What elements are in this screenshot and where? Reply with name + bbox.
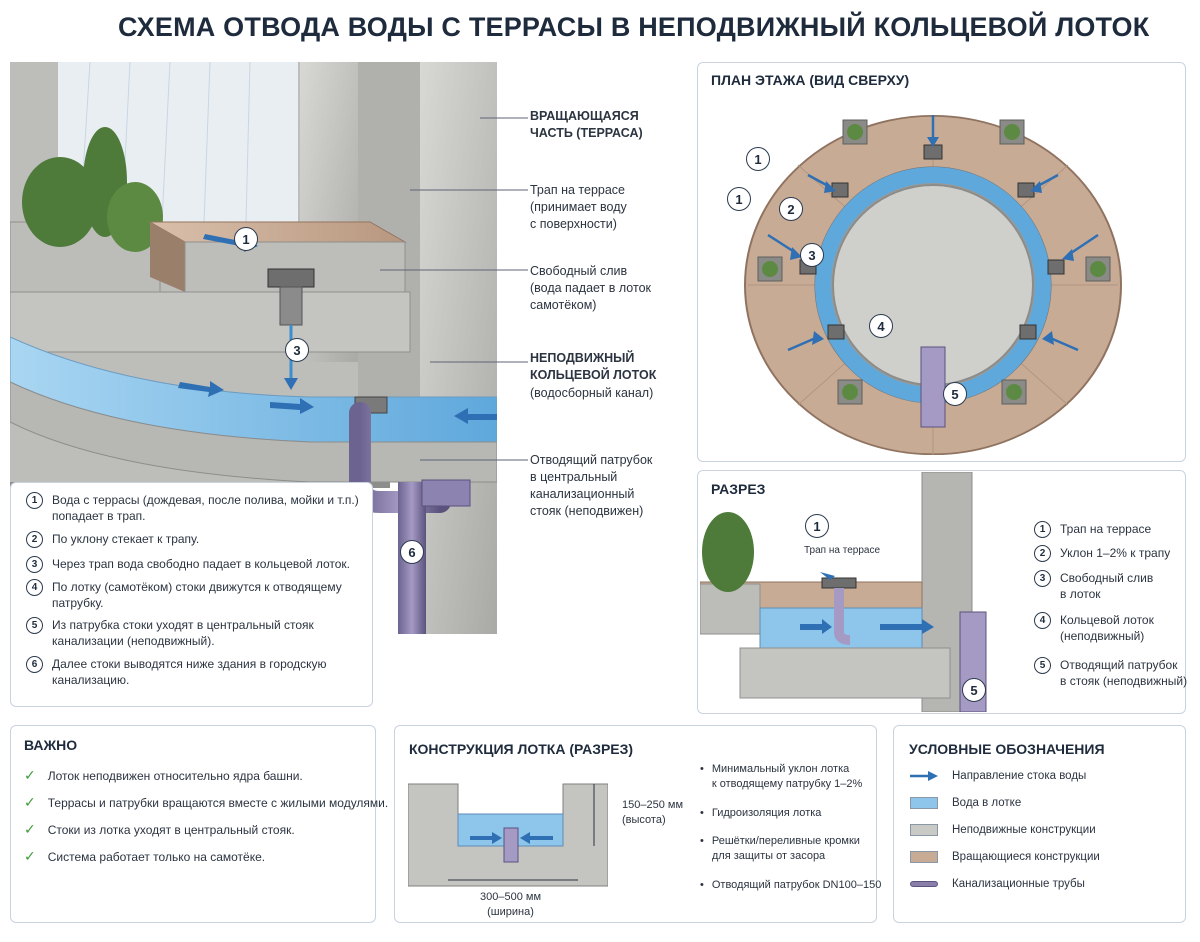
label-ring-tray-sub: (водосборный канал) — [530, 386, 654, 400]
marker-6-main: 6 — [400, 540, 424, 564]
step-text: Из патрубка стоки уходят в центральный стояк канализации (неподвижный). — [52, 618, 314, 648]
section-item-4 — [1034, 612, 1154, 644]
important-item-2 — [24, 794, 388, 811]
legend-label: Неподвижные конструкции — [952, 824, 1096, 836]
section-item-5 — [1034, 657, 1187, 689]
label-rotating-part: ВРАЩАЮЩАЯСЯ ЧАСТЬ (ТЕРРАСА) — [530, 109, 643, 140]
legend-item-pipes — [910, 878, 1085, 890]
tray-height-label: 150–250 мм (высота) — [622, 799, 684, 826]
plan-marker-2: 2 — [779, 197, 803, 221]
drain-grate — [268, 269, 314, 287]
important-text: Лоток неподвижен относительно ядра башни. — [47, 768, 303, 783]
step-text: Далее стоки выводятся ниже здания в городскую канализацию. — [52, 657, 327, 687]
bullet-dot: • — [700, 879, 704, 891]
bullet-text: Минимальный уклон лотка к отводящему патрубку 1–2% — [711, 763, 863, 790]
legend-item-static — [910, 824, 1096, 836]
plan-marker-3: 3 — [800, 243, 824, 267]
legend-label: Направление стока воды — [952, 770, 1087, 782]
legend-item-arrow — [910, 770, 1086, 782]
tray-title: КОНСТРУКЦИЯ ЛОТКА (РАЗРЕЗ) — [409, 741, 634, 757]
check-icon: ✓ — [24, 767, 36, 783]
section-marker-1: 1 — [805, 514, 829, 538]
bullet-dot: • — [700, 807, 704, 819]
page-title: СХЕМА ОТВОДА ВОДЫ С ТЕРРАСЫ В НЕПОДВИЖНЫЙ КОЛЬЦЕВОЙ ЛОТОК — [118, 12, 1150, 42]
arrow-icon — [910, 770, 938, 782]
legend-label: Вода в лотке — [952, 797, 1022, 809]
section-drain-caption: Трап на террасе — [804, 545, 881, 556]
item-text: Отводящий патрубок в стояк (неподвижный) — [1060, 658, 1188, 688]
leader-lines — [380, 100, 530, 480]
item-text: Трап на террасе — [1060, 522, 1152, 536]
item-number: 1 — [1034, 521, 1051, 538]
section-title: РАЗРЕЗ — [711, 481, 766, 497]
step-6 — [26, 656, 361, 688]
section-marker-5: 5 — [962, 678, 986, 702]
legend-item-water — [910, 797, 1021, 809]
tray-bullet-1 — [700, 762, 862, 792]
label-ring-tray-title: НЕПОДВИЖНЫЙ КОЛЬЦЕВОЙ ЛОТОК — [530, 351, 657, 382]
outlet-plan — [921, 347, 945, 427]
label-outlet: Отводящий патрубок в центральный канализационный стояк (неподвижен) — [530, 453, 653, 518]
water-swatch — [910, 797, 938, 809]
check-icon: ✓ — [24, 794, 36, 810]
section-item-1 — [1034, 521, 1151, 538]
tray-bullet-2 — [700, 806, 821, 821]
important-item-1 — [24, 767, 303, 784]
plan-marker-1b: 1 — [727, 187, 751, 211]
step-text: По уклону стекает к трапу. — [52, 532, 200, 546]
bullet-dot: • — [700, 763, 704, 775]
legend-title: УСЛОВНЫЕ ОБОЗНАЧЕНИЯ — [909, 741, 1105, 757]
step-number: 4 — [26, 579, 43, 596]
legend-label: Вращающиеся конструкции — [952, 851, 1100, 863]
step-number: 3 — [26, 556, 43, 573]
step-4 — [26, 579, 361, 611]
item-text: Кольцевой лоток (неподвижный) — [1060, 613, 1154, 643]
legend-label: Канализационные трубы — [952, 878, 1085, 890]
important-item-4 — [24, 848, 265, 865]
bullet-text: Отводящий патрубок DN100–150 — [711, 879, 882, 891]
item-number: 5 — [1034, 657, 1051, 674]
bullet-text: Гидроизоляция лотка — [711, 807, 822, 819]
tray-section-diagram — [408, 776, 608, 896]
bullet-dot: • — [700, 835, 704, 847]
section-item-3 — [1034, 570, 1153, 602]
item-number: 4 — [1034, 612, 1051, 629]
important-text: Террасы и патрубки вращаются вместе с жилыми модулями. — [47, 795, 389, 810]
step-number: 1 — [26, 492, 43, 509]
important-item-3 — [24, 821, 295, 838]
pipe-swatch — [910, 881, 938, 887]
plan-marker-1a: 1 — [746, 147, 770, 171]
step-number: 6 — [26, 656, 43, 673]
marker-1-main: 1 — [234, 227, 258, 251]
step-text: По лотку (самотёком) стоки движутся к отводящему патрубку. — [52, 580, 342, 610]
concrete-swatch — [910, 824, 938, 836]
plan-marker-5: 5 — [943, 382, 967, 406]
tray-bullet-4 — [700, 878, 881, 893]
step-text: Через трап вода свободно падает в кольцевой лоток. — [52, 557, 351, 571]
item-text: Свободный слив в лоток — [1060, 571, 1154, 601]
tray-bullet-3 — [700, 834, 860, 864]
item-number: 3 — [1034, 570, 1051, 587]
section-item-2 — [1034, 545, 1170, 562]
step-5 — [26, 617, 361, 649]
item-text: Уклон 1–2% к трапу — [1060, 546, 1171, 560]
terrace-deck — [150, 222, 405, 242]
check-icon: ✓ — [24, 848, 36, 864]
step-3 — [26, 556, 361, 573]
bullet-text: Решётки/переливные кромки для защиты от засора — [711, 835, 860, 862]
plan-marker-4: 4 — [869, 314, 893, 338]
step-2 — [26, 531, 361, 548]
label-drain: Трап на террасе (принимает воду с поверхности) — [530, 183, 627, 231]
important-text: Система работает только на самотёке. — [47, 849, 266, 864]
plan-diagram — [738, 115, 1128, 455]
tray-width-label: 300–500 мм (ширина) — [480, 891, 542, 918]
item-number: 2 — [1034, 545, 1051, 562]
check-icon: ✓ — [24, 821, 36, 837]
wood-swatch — [910, 851, 938, 863]
step-text: Вода с террасы (дождевая, после полива, мойки и т.п.) попадает в трап. — [52, 493, 359, 523]
legend-item-rotating — [910, 851, 1100, 863]
plan-title: ПЛАН ЭТАЖА (ВИД СВЕРХУ) — [711, 72, 910, 88]
marker-3-main: 3 — [285, 338, 309, 362]
step-number: 2 — [26, 531, 43, 548]
step-1 — [26, 492, 361, 524]
important-text: Стоки из лотка уходят в центральный стояк. — [47, 822, 295, 837]
important-title: ВАЖНО — [24, 737, 78, 753]
step-number: 5 — [26, 617, 43, 634]
section-diagram — [700, 472, 1020, 712]
label-free-flow: Свободный слив (вода падает в лоток самотёком) — [530, 264, 651, 312]
